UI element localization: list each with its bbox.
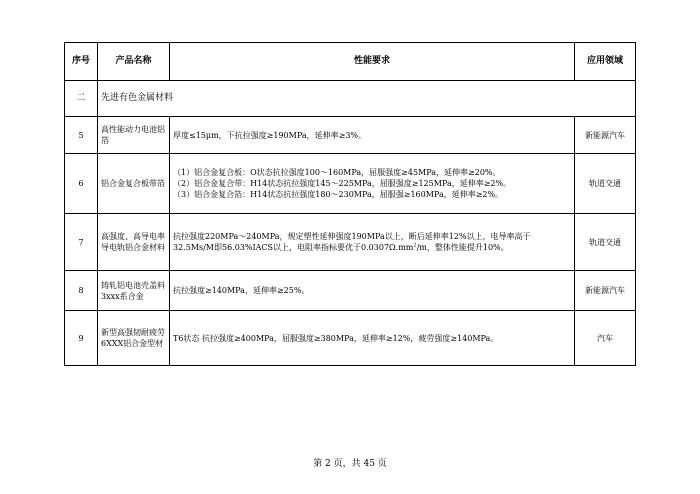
perf-line	[173, 242, 571, 253]
header-perf: 性能要求	[170, 43, 575, 81]
section-row	[65, 81, 636, 117]
table-row	[65, 154, 636, 214]
application-field: 轨道交通	[575, 154, 636, 214]
application-field: 新能源汽车	[575, 271, 636, 311]
header-row	[65, 43, 636, 81]
performance-cell	[170, 311, 575, 366]
product-name: 新型高强韧耐疲劳6XXX铝合金型材	[98, 311, 170, 366]
performance-cell	[170, 154, 575, 214]
row-no: 6	[65, 154, 98, 214]
superscript: 2	[413, 242, 417, 249]
product-name: 铸轧铝电池壳盖料3xxx系合金	[98, 271, 170, 311]
perf-line: （1）铝合金复合板：O状态抗拉强度100～160MPa，屈服强度≥45MPa，延伸率≥20%。	[173, 168, 501, 177]
header-app: 应用领域	[575, 43, 636, 81]
perf-line: 厚度≤15μm，下抗拉强度≥190MPa，延伸率≥3%。	[173, 130, 367, 140]
performance-cell	[170, 214, 575, 271]
application-field: 轨道交通	[575, 214, 636, 271]
row-no: 9	[65, 311, 98, 366]
perf-line: （2）铝合金复合带：H14状态抗拉强度145～225MPa，屈服强度≥125MPa，延伸率≥2%。	[173, 179, 512, 188]
perf-text: /m，整体性能提升10%。	[416, 243, 509, 252]
page-footer: 第 2 页，共 45 页	[313, 459, 387, 469]
perf-line: 抗拉强度≥140MPa，延伸率≥25%。	[173, 286, 310, 295]
perf-line: T6状态 抗拉强度≥400MPa，屈服强度≥380MPa，延伸率≥12%，疲劳强度≥140MPa。	[173, 333, 499, 343]
header-name: 产品名称	[98, 43, 170, 81]
table-row	[65, 271, 636, 311]
performance-cell	[170, 117, 575, 154]
product-name: 铝合金复合板带箔	[98, 154, 170, 214]
application-field: 新能源汽车	[575, 117, 636, 154]
performance-cell	[170, 271, 575, 311]
section-no: 二	[65, 81, 98, 117]
row-no: 5	[65, 117, 98, 154]
table-row	[65, 214, 636, 271]
perf-text: 32.5Ms/M即56.03%IACS以上，电阻率指标要优于0.0307Ω.mm	[173, 243, 414, 252]
product-name: 高强度、高导电率导电轨铝合金材料	[98, 214, 170, 271]
spec-table	[64, 42, 636, 366]
table-row	[65, 117, 636, 154]
table-row	[65, 311, 636, 366]
header-no: 序号	[65, 43, 98, 81]
product-name: 高性能动力电池铝箔	[98, 117, 170, 154]
row-no: 8	[65, 271, 98, 311]
section-title: 先进有色金属材料	[98, 81, 636, 117]
perf-line: 抗拉强度220MPa～240MPa，规定塑性延伸强度190MPa以上，断后延伸率12%以上，电导率高于	[173, 232, 531, 241]
application-field: 汽车	[575, 311, 636, 366]
perf-line: （3）铝合金复合箔：H14状态抗拉强度180～230MPa，屈服强≥160MPa，延伸率≥2%。	[173, 190, 504, 199]
row-no: 7	[65, 214, 98, 271]
